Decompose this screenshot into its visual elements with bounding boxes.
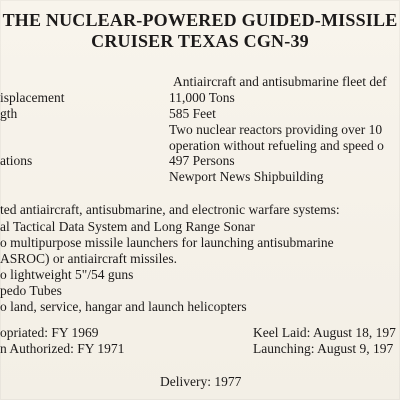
systems-heading: ted antiaircraft, antisubmarine, and electronic warfare systems: xyxy=(0,202,340,217)
spec-mission-value: Antiaircraft and antisubmarine fleet def xyxy=(173,74,387,89)
date-authorized: n Authorized: FY 1971 xyxy=(0,341,125,356)
systems-item: pedo Tubes xyxy=(0,283,62,298)
spec-propulsion-value: Two nuclear reactors providing over 10 xyxy=(169,122,383,137)
systems-item: o multipurpose missile launchers for launching antisubmarine xyxy=(0,235,334,250)
date-keel-laid: Keel Laid: August 18, 197 xyxy=(253,325,396,340)
spec-label-complement: ations xyxy=(0,153,33,168)
systems-item: ASROC) or antiaircraft missiles. xyxy=(0,251,177,266)
spec-label-length: gth xyxy=(0,106,18,121)
systems-item: o lightweight 5"/54 guns xyxy=(0,267,134,282)
spec-label-displacement: isplacement xyxy=(0,90,65,105)
spec-length-value: 585 Feet xyxy=(169,106,216,121)
systems-item: al Tactical Data System and Long Range Sonar xyxy=(0,219,255,234)
spec-propulsion-value-2: operation without refueling and speed o xyxy=(169,138,384,153)
date-appropriated: opriated: FY 1969 xyxy=(0,325,99,340)
page-title: THE NUCLEAR-POWERED GUIDED-MISSILE xyxy=(2,10,398,30)
spec-builder-value: Newport News Shipbuilding xyxy=(169,169,324,184)
systems-item: o land, service, hangar and launch helicopters xyxy=(0,299,247,314)
spec-complement-value: 497 Persons xyxy=(169,153,235,168)
date-delivery: Delivery: 1977 xyxy=(160,374,242,389)
page-subtitle: CRUISER TEXAS CGN-39 xyxy=(91,31,309,51)
date-launching: Launching: August 9, 197 xyxy=(253,341,394,356)
spec-displacement-value: 11,000 Tons xyxy=(169,90,235,105)
